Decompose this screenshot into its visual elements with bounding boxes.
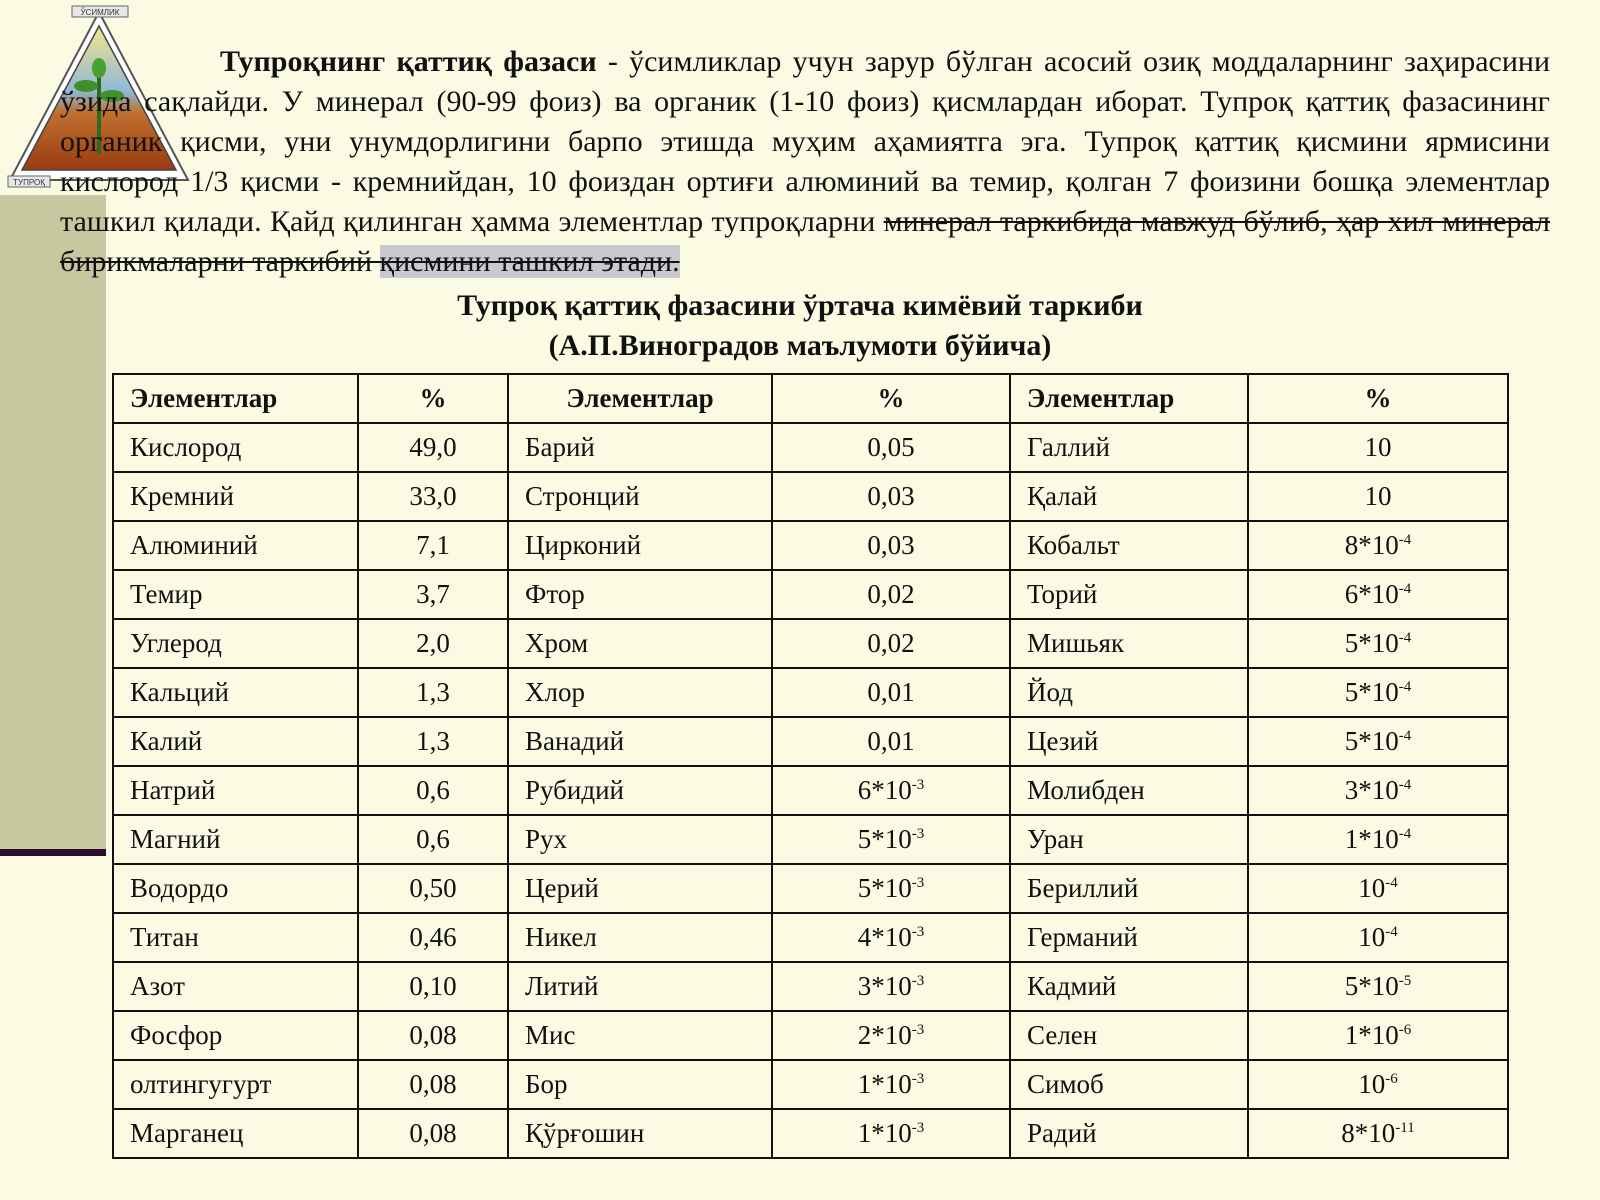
table-row bbox=[113, 1011, 1508, 1060]
element-name-cell: Темир bbox=[113, 570, 358, 619]
element-percent-cell bbox=[358, 521, 508, 570]
element-name-cell: Калий bbox=[113, 717, 358, 766]
element-percent-cell bbox=[358, 619, 508, 668]
intro-text: - ўсимликлар учун зарур бўлган асосий озиқ моддаларнинг заҳирасини ўзида сақлайди. У минерал (90-99 фоиз) ва органик (1-10 фоиз) қисмлардан иборат. Тупроқ қаттиқ фазасининг органик қисми, уни унумдорлигини барпо этишда муҳим аҳамиятга эга. Тупроқ қаттиқ қисмини ярмисини кислород 1/3 қисми - кремнийдан, 10 фоиздан ортиғи алюминий ва темир, қолган 7 фоизини бошқа элементлар ташкил қилади. Қайд қилинган ҳамма элементлар тупроқларни bbox=[60, 45, 1551, 238]
table-header-row bbox=[113, 374, 1508, 423]
table-row bbox=[113, 472, 1508, 521]
percent-value: 0,10 bbox=[409, 971, 457, 1001]
percent-value: 33,0 bbox=[409, 481, 457, 511]
element-percent-cell bbox=[358, 423, 508, 472]
intro-bold-term: Тупроқнинг қаттиқ фазаси bbox=[220, 45, 597, 78]
element-name-cell: Қалай bbox=[1010, 472, 1248, 521]
element-percent-cell bbox=[358, 913, 508, 962]
header-elements-2: Элементлар bbox=[508, 374, 772, 423]
element-name-cell: Церий bbox=[508, 864, 772, 913]
percent-value: 0,02 bbox=[867, 579, 915, 609]
element-name-cell: Натрий bbox=[113, 766, 358, 815]
element-percent-cell bbox=[772, 619, 1010, 668]
percent-exponent: -3 bbox=[911, 875, 925, 891]
element-name-cell: Торий bbox=[1010, 570, 1248, 619]
table-row bbox=[113, 717, 1508, 766]
header-percent-1: % bbox=[358, 374, 508, 423]
element-name-cell: Рубидий bbox=[508, 766, 772, 815]
element-percent-cell bbox=[772, 717, 1010, 766]
element-percent-cell bbox=[772, 472, 1010, 521]
percent-value: 0,6 bbox=[416, 824, 450, 854]
element-name-cell: олтингугурт bbox=[113, 1060, 358, 1109]
element-name-cell: Кальций bbox=[113, 668, 358, 717]
element-percent-cell bbox=[772, 962, 1010, 1011]
table-row bbox=[113, 668, 1508, 717]
element-name-cell: Никел bbox=[508, 913, 772, 962]
percent-exponent: -3 bbox=[911, 1120, 925, 1136]
percent-exponent: -4 bbox=[1398, 826, 1412, 842]
element-percent-cell bbox=[1248, 521, 1508, 570]
element-percent-cell bbox=[1248, 766, 1508, 815]
percent-value: 49,0 bbox=[409, 432, 457, 462]
element-name-cell: Галлий bbox=[1010, 423, 1248, 472]
percent-value: 2*10 bbox=[857, 1020, 912, 1050]
element-percent-cell bbox=[358, 1060, 508, 1109]
header-percent-2: % bbox=[772, 374, 1010, 423]
element-percent-cell bbox=[358, 1109, 508, 1158]
percent-exponent: -4 bbox=[1398, 630, 1412, 646]
element-percent-cell bbox=[1248, 1109, 1508, 1158]
element-percent-cell bbox=[772, 423, 1010, 472]
table-row bbox=[113, 815, 1508, 864]
percent-value: 1*10 bbox=[857, 1118, 912, 1148]
element-name-cell: Қўрғошин bbox=[508, 1109, 772, 1158]
logo-top-label: ЎСИМЛИК bbox=[80, 8, 120, 17]
element-percent-cell bbox=[1248, 962, 1508, 1011]
element-name-cell: Радий bbox=[1010, 1109, 1248, 1158]
percent-exponent: -3 bbox=[911, 777, 925, 793]
intro-struck-highlight-text: қисмини ташкил этади. bbox=[379, 245, 680, 278]
percent-value: 1,3 bbox=[416, 677, 450, 707]
element-name-cell: Уран bbox=[1010, 815, 1248, 864]
percent-value: 0,08 bbox=[409, 1069, 457, 1099]
element-name-cell: Стронций bbox=[508, 472, 772, 521]
percent-exponent: -4 bbox=[1398, 728, 1412, 744]
table-title bbox=[0, 286, 1600, 366]
element-name-cell: Бор bbox=[508, 1060, 772, 1109]
table-row bbox=[113, 1060, 1508, 1109]
percent-value: 1*10 bbox=[1344, 1020, 1399, 1050]
element-name-cell: Кадмий bbox=[1010, 962, 1248, 1011]
percent-exponent: -5 bbox=[1398, 973, 1412, 989]
element-name-cell: Магний bbox=[113, 815, 358, 864]
percent-value: 8*10 bbox=[1341, 1118, 1396, 1148]
table-title-line2: (А.П.Виноградов маълумоти бўйича) bbox=[548, 329, 1052, 362]
table-row bbox=[113, 1109, 1508, 1158]
element-name-cell: Йод bbox=[1010, 668, 1248, 717]
element-name-cell: Кобальт bbox=[1010, 521, 1248, 570]
element-name-cell: Фтор bbox=[508, 570, 772, 619]
element-name-cell: Мишьяк bbox=[1010, 619, 1248, 668]
element-name-cell: Селен bbox=[1010, 1011, 1248, 1060]
logo-bottom-label: ТУПРОҚ bbox=[13, 178, 45, 187]
intro-struck-text: минерал таркибида мавжуд бўлиб, ҳар хил минерал бирикмаларни таркибий bbox=[60, 205, 1550, 278]
element-percent-cell bbox=[772, 1011, 1010, 1060]
element-name-cell: Титан bbox=[113, 913, 358, 962]
percent-value: 0,03 bbox=[867, 481, 915, 511]
intro-paragraph bbox=[60, 42, 1550, 282]
percent-value: 0,46 bbox=[409, 922, 457, 952]
element-name-cell: Марганец bbox=[113, 1109, 358, 1158]
element-percent-cell bbox=[358, 570, 508, 619]
percent-exponent: -3 bbox=[911, 973, 925, 989]
percent-value: 3*10 bbox=[1344, 775, 1399, 805]
table-row bbox=[113, 570, 1508, 619]
element-percent-cell bbox=[358, 962, 508, 1011]
percent-value: 0,6 bbox=[416, 775, 450, 805]
header-elements-3: Элементлар bbox=[1010, 374, 1248, 423]
element-name-cell: Хром bbox=[508, 619, 772, 668]
table-title-line1: Тупроқ қаттиқ фазасини ўртача кимёвий таркиби bbox=[457, 289, 1143, 322]
element-percent-cell bbox=[1248, 1011, 1508, 1060]
percent-value: 8*10 bbox=[1344, 530, 1399, 560]
element-percent-cell bbox=[772, 913, 1010, 962]
element-percent-cell bbox=[1248, 570, 1508, 619]
percent-exponent: -4 bbox=[1398, 777, 1412, 793]
percent-exponent: -3 bbox=[911, 826, 925, 842]
percent-exponent: -6 bbox=[1385, 1071, 1398, 1087]
header-percent-3: % bbox=[1248, 374, 1508, 423]
element-percent-cell bbox=[1248, 864, 1508, 913]
element-percent-cell bbox=[358, 472, 508, 521]
element-name-cell: Рух bbox=[508, 815, 772, 864]
element-name-cell: Молибден bbox=[1010, 766, 1248, 815]
elements-table bbox=[112, 373, 1509, 1159]
percent-value: 0,05 bbox=[867, 432, 915, 462]
table-row bbox=[113, 962, 1508, 1011]
percent-value: 0,50 bbox=[409, 873, 457, 903]
element-name-cell: Водордо bbox=[113, 864, 358, 913]
header-elements-1: Элементлар bbox=[113, 374, 358, 423]
percent-value: 4*10 bbox=[857, 922, 912, 952]
table-row bbox=[113, 766, 1508, 815]
element-percent-cell bbox=[772, 1060, 1010, 1109]
percent-value: 10 bbox=[1358, 1069, 1386, 1099]
percent-exponent: -11 bbox=[1395, 1120, 1415, 1136]
percent-value: 5*10 bbox=[1344, 628, 1399, 658]
element-percent-cell bbox=[1248, 913, 1508, 962]
element-name-cell: Бериллий bbox=[1010, 864, 1248, 913]
percent-value: 3,7 bbox=[416, 579, 450, 609]
element-percent-cell bbox=[1248, 815, 1508, 864]
percent-exponent: -4 bbox=[1398, 679, 1412, 695]
element-name-cell: Азот bbox=[113, 962, 358, 1011]
element-percent-cell bbox=[772, 668, 1010, 717]
element-name-cell: Кислород bbox=[113, 423, 358, 472]
element-percent-cell bbox=[1248, 717, 1508, 766]
element-percent-cell bbox=[358, 668, 508, 717]
table-row bbox=[113, 913, 1508, 962]
percent-value: 0,01 bbox=[867, 677, 915, 707]
element-percent-cell bbox=[772, 766, 1010, 815]
left-decor-line bbox=[0, 849, 106, 856]
percent-value: 3*10 bbox=[857, 971, 912, 1001]
element-percent-cell bbox=[358, 717, 508, 766]
element-percent-cell bbox=[358, 766, 508, 815]
element-percent-cell bbox=[1248, 423, 1508, 472]
table-row bbox=[113, 864, 1508, 913]
percent-exponent: -4 bbox=[1385, 875, 1398, 891]
element-percent-cell bbox=[772, 864, 1010, 913]
element-name-cell: Германий bbox=[1010, 913, 1248, 962]
element-name-cell: Барий bbox=[508, 423, 772, 472]
percent-value: 7,1 bbox=[416, 530, 450, 560]
element-percent-cell bbox=[772, 570, 1010, 619]
percent-value: 2,0 bbox=[416, 628, 450, 658]
percent-value: 1,3 bbox=[416, 726, 450, 756]
element-percent-cell bbox=[1248, 619, 1508, 668]
percent-value: 10 bbox=[1358, 873, 1386, 903]
element-percent-cell bbox=[1248, 668, 1508, 717]
percent-value: 5*10 bbox=[857, 873, 912, 903]
percent-value: 10 bbox=[1358, 922, 1386, 952]
table-row bbox=[113, 521, 1508, 570]
element-percent-cell bbox=[772, 1109, 1010, 1158]
percent-exponent: -4 bbox=[1398, 532, 1412, 548]
percent-value: 0,01 bbox=[867, 726, 915, 756]
element-percent-cell bbox=[358, 864, 508, 913]
element-name-cell: Кремний bbox=[113, 472, 358, 521]
percent-value: 6*10 bbox=[857, 775, 912, 805]
element-percent-cell bbox=[358, 815, 508, 864]
element-percent-cell bbox=[1248, 472, 1508, 521]
percent-value: 0,08 bbox=[409, 1118, 457, 1148]
element-name-cell: Хлор bbox=[508, 668, 772, 717]
percent-exponent: -3 bbox=[911, 1022, 925, 1038]
percent-exponent: -3 bbox=[911, 1071, 925, 1087]
element-name-cell: Алюминий bbox=[113, 521, 358, 570]
percent-value: 0,02 bbox=[867, 628, 915, 658]
percent-value: 1*10 bbox=[1344, 824, 1399, 854]
percent-value: 5*10 bbox=[857, 824, 912, 854]
table-body bbox=[113, 423, 1508, 1158]
percent-value: 0,03 bbox=[867, 530, 915, 560]
element-name-cell: Цезий bbox=[1010, 717, 1248, 766]
element-name-cell: Литий bbox=[508, 962, 772, 1011]
element-name-cell: Углерод bbox=[113, 619, 358, 668]
percent-value: 5*10 bbox=[1344, 971, 1399, 1001]
percent-exponent: -6 bbox=[1398, 1022, 1412, 1038]
element-name-cell: Симоб bbox=[1010, 1060, 1248, 1109]
percent-value: 10 bbox=[1364, 432, 1392, 462]
percent-value: 5*10 bbox=[1344, 726, 1399, 756]
percent-value: 6*10 bbox=[1344, 579, 1399, 609]
percent-value: 0,08 bbox=[409, 1020, 457, 1050]
table-row bbox=[113, 423, 1508, 472]
percent-exponent: -4 bbox=[1398, 581, 1412, 597]
element-name-cell: Ванадий bbox=[508, 717, 772, 766]
percent-value: 10 bbox=[1364, 481, 1392, 511]
table-row bbox=[113, 619, 1508, 668]
element-name-cell: Фосфор bbox=[113, 1011, 358, 1060]
element-name-cell: Мис bbox=[508, 1011, 772, 1060]
element-percent-cell bbox=[772, 815, 1010, 864]
element-percent-cell bbox=[1248, 1060, 1508, 1109]
percent-exponent: -3 bbox=[911, 924, 925, 940]
percent-value: 1*10 bbox=[857, 1069, 912, 1099]
element-percent-cell bbox=[772, 521, 1010, 570]
element-percent-cell bbox=[358, 1011, 508, 1060]
percent-exponent: -4 bbox=[1385, 924, 1398, 940]
percent-value: 5*10 bbox=[1344, 677, 1399, 707]
element-name-cell: Цирконий bbox=[508, 521, 772, 570]
